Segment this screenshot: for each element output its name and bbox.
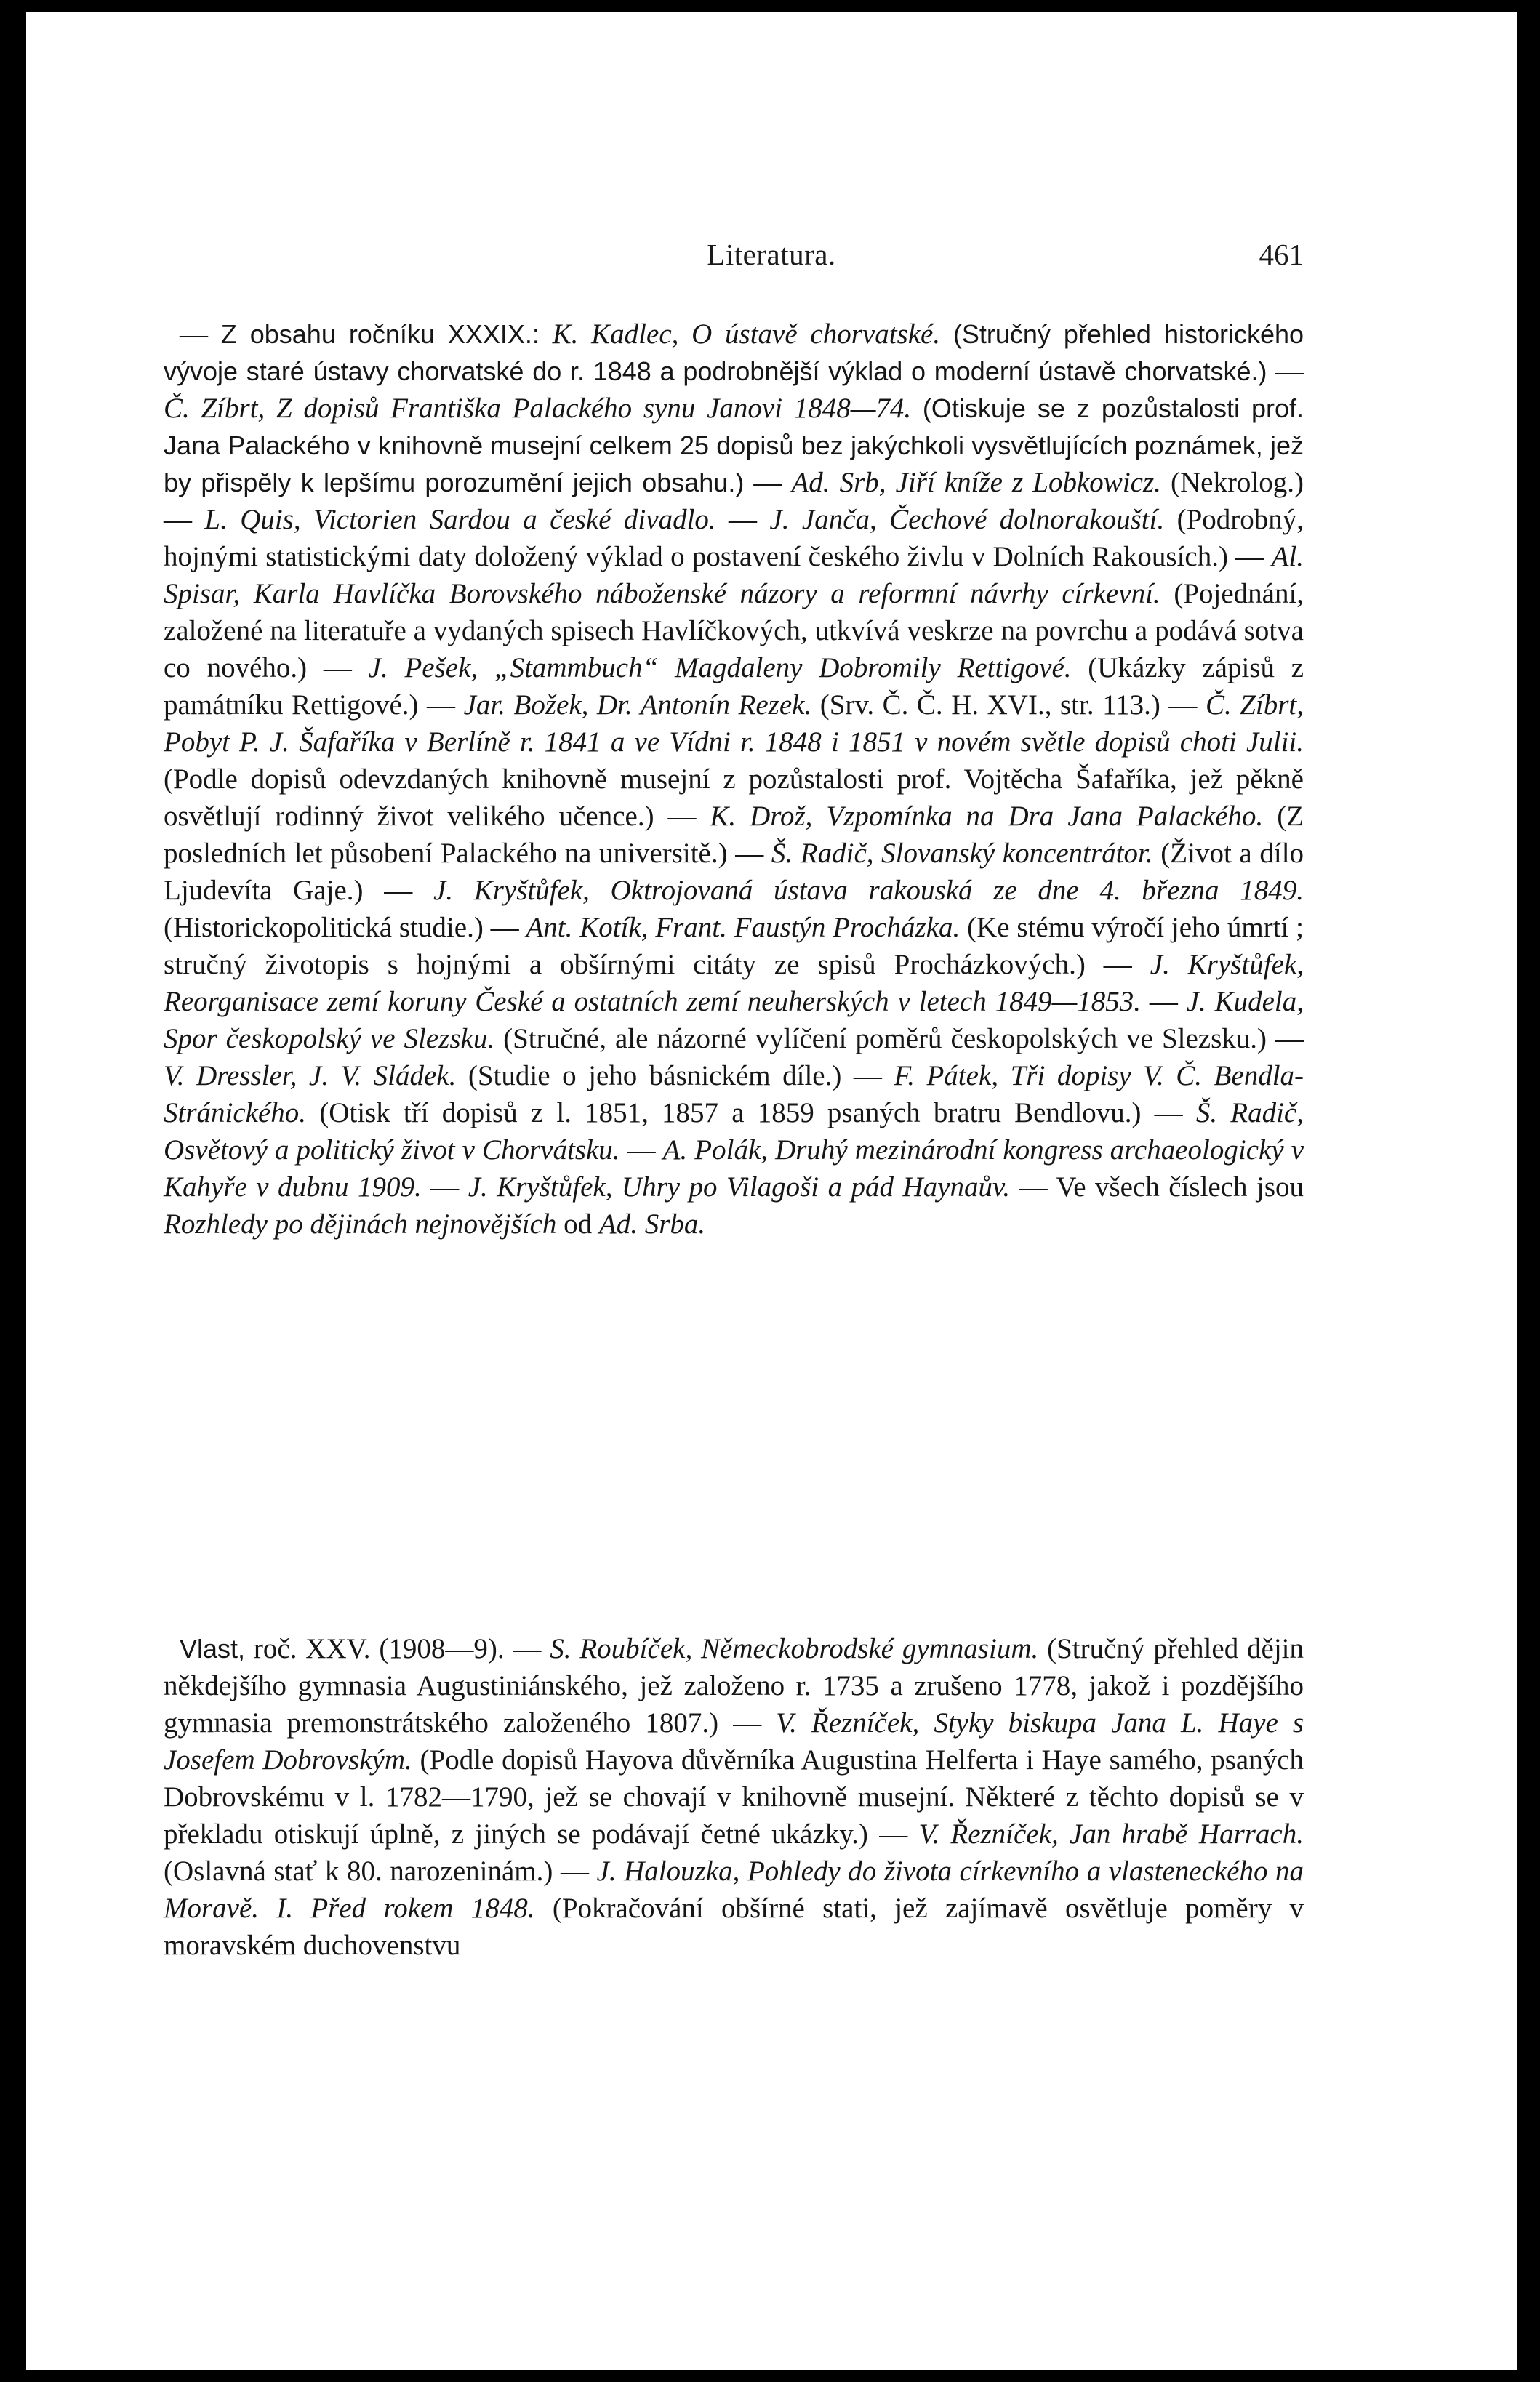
closing-text: Ve všech číslech jsou <box>1056 1171 1304 1203</box>
entry-title: Osvětový a politický život v Chorvátsku. <box>164 1134 620 1166</box>
paragraph: — Z obsahu ročníku XXXIX.: K. Kadlec, O ústavě chorvatské. (Stručný přehled historického vývoje staré ústavy chorvatské do r. 1848 a podrobnější výklad o moderní ústavě chorvatské.) — Č. Zíbrt, Z dopisů Františka Palackého synu Janovi 1848—74. (Otiskuje se z pozůstalosti prof. Jana Palackého v knihovně musejní celkem 25 dopisů bez jakýchkoli vysvětlujících poznámek, jež by přispěly k lepšímu porozumění jejich obsahu.) — Ad. Srb, Jiří kníže z Lobkowicz. (Nekrolog.) — L. Quis, Victorien Sardou a české divadlo. — J. Janča, Čechové dolnorakouští. (Podrobný, hojnými statistickými daty doložený výklad o postavení českého živlu v Dolních Rakousích.) — Al. Spisar, Karla Havlíčka Borovského náboženské názory a reformní návrhy církevní. (Pojednání, založené na literatuře a vydaných spisech Havlíčkových, utkvívá veskrze na povrchu a podává sotva co nového.) — J. Pešek, „Stammbuch“ Magdaleny Dobromily Rettigové. (Ukázky zápisů z památníku Rettigové.) — Jar. Božek, Dr. Antonín Rezek. (Srv. Č. Č. H. XVI., str. 113.) — Č. Zíbrt, Pobyt P. J. Šafaříka v Berlíně r. 1841 a ve Vídni r. 1848 i 1851 v novém světle dopisů choti Julii. (Podle dopisů odevzdaných knihovně musejní z pozůstalosti prof. Vojtěcha Šafaříka, jež pěkně osvětlují rodinný život velikého učence.) — K. Drož, Vzpomínka na Dra Jana Palackého. (Z posledních let působení Palackého na universitě.) — Š. Radič, Slovanský koncentrátor. (Život a dílo Ljudevíta Gaje.) — J. Kryštůfek, Oktrojovaná ústava rakouská ze dne 4. března 1849. (Historickopolitická studie.) — Ant. Kotík, Frant. Faustýn Procházka. (Ke stému výročí jeho úmrtí ; stručný životopis s hojnými a obšírnými citáty ze spisů Procházkových.) — J. Kryštůfek, Reorganisace zemí koruny České a ostatních zemí neuherských v letech 1849—1853. — J. Kudela, Spor českopolský ve Slezsku. (Stručné, ale názorné vylíčení poměrů českopolských ve Slezsku.) — V. Dressler, J. V. Sládek. (Studie o jeho básnickém díle.) — F. Pátek, Tři dopisy V. Č. Bendla-Stránického. (Otisk tří dopisů z l. 1851, 1857 a 1859 psaných bratru Bendlovu.) — Š. Radič, Osvětový a politický život v Chorvátsku. — A. Polák, Druhý mezinárodní kongress archaeologický v Kahyře v dubnu 1909. — J. Kryštůfek, Uhry po Vilagoši a pád Haynaův. — Ve všech číslech jsou Rozhledy po dějinách nejnovějších od Ad. Srba. <box>164 318 1304 1240</box>
section-vlast <box>164 1630 1304 1964</box>
entry-note: (Stručný přehled historického vývoje staré ústavy chorvatské do r. 1848 a podrobnější výklad o moderní ústavě chorvatské.) <box>164 319 1304 386</box>
running-head <box>26 237 1517 281</box>
entry-author: K. Kadlec, <box>552 318 679 350</box>
entry-note: (Nekrolog.) <box>1170 467 1304 498</box>
entry-title: Tři dopisy V. Č. Bendla-Stránického. <box>164 1060 1304 1128</box>
entry-author: K. Drož, <box>710 801 813 832</box>
closing-author: Ad. Srba. <box>598 1208 706 1240</box>
entry-author: S. Roubíček, <box>550 1633 693 1664</box>
entry-note: (Pojednání, založené na literatuře a vydaných spisech Havlíčkových, utkvívá veskrze na povrchu a podává sotva co nového.) <box>164 578 1304 683</box>
entry-title: Karla Havlíčka Borovského náboženské názory a reformní návrhy církevní. <box>253 578 1160 609</box>
entry-title: Druhý mezinárodní kongress archaeologický v Kahyře v dubnu 1909. <box>164 1134 1304 1203</box>
entry-title: Styky biskupa Jana L. Haye s Josefem Dobrovským. <box>164 1707 1304 1776</box>
entry-author: Jar. Božek, <box>463 689 589 721</box>
entry-title: Uhry po Vilagoši a pád Haynaův. <box>621 1171 1011 1203</box>
entry-author: V. Řezníček, <box>918 1818 1059 1850</box>
entry-note: (Stručné, ale názorné vylíčení poměrů českopolských ve Slezsku.) <box>503 1023 1267 1054</box>
entry-note: (Otisk tří dopisů z l. 1851, 1857 a 1859 psaných bratru Bendlovu.) <box>319 1097 1142 1128</box>
entry-title: Victorien Sardou a české divadlo. <box>313 504 716 535</box>
entry-author: J. Kudela, <box>1186 986 1304 1017</box>
entry-note: (Život a dílo Ljudevíta Gaje.) <box>164 838 1304 906</box>
entry-note: (Pokračování obšírné stati, jež zajímavě osvětluje poměry v moravském duchovenstvu <box>164 1893 1304 1961</box>
entry-note: (Srv. Č. Č. H. XVI., str. 113.) <box>819 689 1160 721</box>
entry-title: Dr. Antonín Rezek. <box>596 689 812 721</box>
entry-author: A. Polák, <box>662 1134 769 1166</box>
entry-author: J. Pešek, <box>368 652 478 683</box>
entry-title: Jiří kníže z Lobkowicz. <box>895 467 1161 498</box>
entry-note: (Podle dopisů odevzdaných knihovně musejní z pozůstalosti prof. Vojtěcha Šafaříka, jež pěkně osvětlují rodinný život velikého učence.) <box>164 763 1304 832</box>
entry-author: Al. Spisar, <box>164 541 1304 609</box>
entry-note: (Ke stému výročí jeho úmrtí ; stručný životopis s hojnými a obšírnými citáty ze spisů Procházkových.) <box>164 912 1304 980</box>
journal-name: Vlast, <box>180 1634 246 1664</box>
section-intro: Z obsahu ročníku XXXIX.: <box>220 319 540 349</box>
entry-author: J. Kryštůfek, <box>433 875 590 906</box>
entry-title: Spor českopolský ve Slezsku. <box>164 1023 495 1054</box>
entry-author: Ad. Srb, <box>791 467 886 498</box>
entry-author: Ant. Kotík, <box>526 912 649 943</box>
closing-text: od <box>564 1208 593 1240</box>
entry-title: Vzpomínka na Dra Jana Palackého. <box>826 801 1264 832</box>
closing-title: Rozhledy po dějinách nejnovějších <box>164 1208 557 1240</box>
entry-author: L. Quis, <box>204 504 301 535</box>
entry-title: Oktrojovaná ústava rakouská ze dne 4. března 1849. <box>610 875 1304 906</box>
entry-note: (Z posledních let působení Palackého na universitě.) <box>164 801 1304 869</box>
entry-note: (Ukázky zápisů z památníku Rettigové.) <box>164 652 1304 721</box>
page-number: 461 <box>1259 238 1304 271</box>
entry-note: (Otiskuje se z pozůstalosti prof. Jana Palackého v knihovně musejní celkem 25 dopisů bez jakýchkoli vysvětlujících poznámek, jež by přispěly k lepšímu porozumění jejich obsahu.) <box>164 393 1304 497</box>
entry-author: F. Pátek, <box>894 1060 999 1091</box>
entry-note: (Podrobný, hojnými statistickými daty doložený výklad o postavení českého živlu v Dolních Rakousích.) <box>164 504 1304 572</box>
paragraph: Vlast, roč. XXV. (1908—9). — S. Roubíček, Německobrodské gymnasium. (Stručný přehled dějin někdejšího gymnasia Augustiniánského, jež založeno r. 1735 a zrušeno 1778, jakož i pozdějšího gymnasia premonstrátského založeného 1807.) — V. Řezníček, Styky biskupa Jana L. Haye s Josefem Dobrovským. (Podle dopisů Hayova důvěrníka Augustina Helferta i Haye samého, psaných Dobrovskému v l. 1782—1790, jež se chovají v knihovně musejní. Některé z těchto dopisů se v překladu otiskují úplně, z jiných se podávají četné ukázky.) — V. Řezníček, Jan hrabě Harrach. (Oslavná stať k 80. narozeninám.) — J. Halouzka, Pohledy do života církevního a vlasteneckého na Moravě. I. Před rokem 1848. (Pokračování obšírné stati, jež zajímavě osvětluje poměry v moravském duchovenstvu <box>164 1633 1304 1961</box>
entry-author: Č. Zíbrt, <box>1205 689 1304 721</box>
entry-note: (Studie o jeho básnickém díle.) <box>468 1060 842 1091</box>
entry-title: O ústavě chorvatské. <box>691 318 941 350</box>
entry-author: V. Dressler, J. V. Sládek. <box>164 1060 457 1091</box>
entry-note: (Oslavná stať k 80. narozeninám.) <box>164 1856 553 1887</box>
entry-title: Frant. Faustýn Procházka. <box>655 912 961 943</box>
entry-author: Š. Radič, <box>771 838 874 869</box>
entry-author: Č. Zíbrt, <box>164 393 265 424</box>
section-journal-contents <box>164 316 1304 1243</box>
entry-title: Z dopisů Františka Palackého synu Janovi 1848—74. <box>276 393 912 424</box>
book-page <box>26 12 1517 2370</box>
entry-title: Pobyt P. J. Šafaříka v Berlíně r. 1841 a ve Vídni r. 1848 i 1851 v novém světle dopisů choti Julii. <box>164 726 1304 758</box>
entry-author: Š. Radič, <box>1195 1097 1304 1128</box>
entry-note: (Stručný přehled dějin někdejšího gymnasia Augustiniánského, jež založeno r. 1735 a zrušeno 1778, jakož i pozdějšího gymnasia premonstrátského založeného 1807.) <box>164 1633 1304 1739</box>
entry-note: (Podle dopisů Hayova důvěrníka Augustina Helferta i Haye samého, psaných Dobrovskému v l. 1782—1790, jež se chovají v knihovně musejní. Některé z těchto dopisů se v překladu otiskují úplně, z jiných se podávají četné ukázky.) <box>164 1744 1304 1850</box>
entry-author: J. Halouzka, <box>596 1856 740 1887</box>
entry-author: J. Kryštůfek, <box>1150 949 1304 980</box>
entry-author: V. Řezníček, <box>776 1707 920 1739</box>
entry-title: Reorganisace zemí koruny České a ostatních zemí neuherských v letech 1849—1853. <box>164 986 1142 1017</box>
entry-title: Pohledy do života církevního a vlasteneckého na Moravě. I. Před rokem 1848. <box>164 1856 1304 1924</box>
entry-title: Čechové dolnorakouští. <box>889 504 1165 535</box>
journal-volume: roč. XXV. (1908—9). <box>253 1633 505 1664</box>
lead-dash: — <box>180 318 221 350</box>
entry-note: (Historickopolitická studie.) <box>164 912 484 943</box>
entry-author: J. Janča, <box>769 504 877 535</box>
entry-title: Slovanský koncentrátor. <box>881 838 1153 869</box>
entry-title: „Stammbuch“ Magdaleny Dobromily Rettigové. <box>494 652 1072 683</box>
entry-author: J. Kryštůfek, <box>468 1171 613 1203</box>
entry-title: Jan hrabě Harrach. <box>1070 1818 1304 1850</box>
entry-title: Německobrodské gymnasium. <box>701 1633 1039 1664</box>
running-head-title: Literatura. <box>707 238 836 271</box>
